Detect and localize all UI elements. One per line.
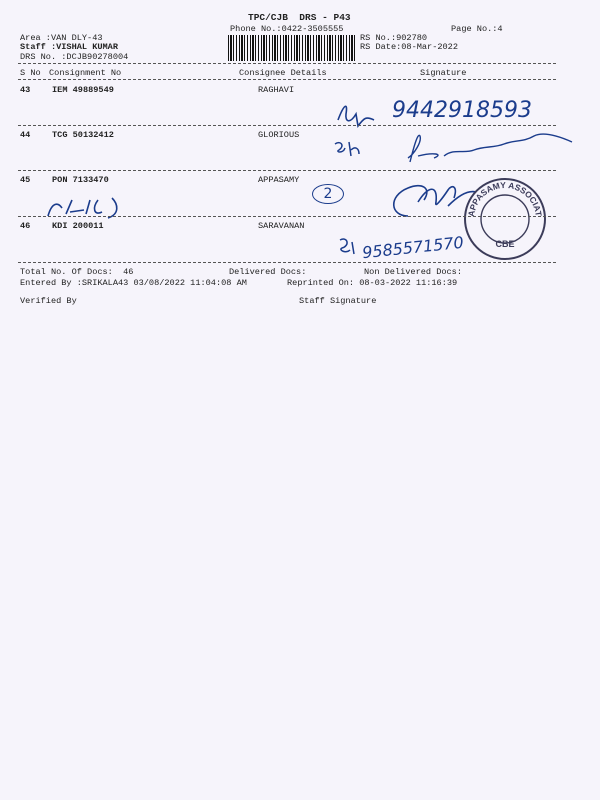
stamp-text: APPASAMY ASSOCIATES PVT. LTD. [458,168,544,218]
row-sno: 45 [20,175,31,185]
handwritten-phone: 9585571570 [361,232,465,263]
divider [18,216,556,217]
rs-date: RS Date:08-Mar-2022 [360,42,458,52]
staff-name: Staff :VISHAL KUMAR [20,42,118,52]
handwritten-signature [404,128,584,168]
staff-signature: Staff Signature [299,296,377,306]
verified-by: Verified By [20,296,77,306]
row-consignment: TCG 50132412 [52,130,114,140]
stamp-city: CBE [495,239,515,249]
divider [18,63,556,64]
company-stamp [458,168,548,262]
row-consignee: GLORIOUS [258,130,300,140]
page-number: Page No.:4 [451,24,503,34]
row-consignment: IEM 49889549 [52,85,114,95]
total-docs: Total No. Of Docs: 46 [20,267,134,277]
row-consignee: SARAVANAN [258,221,305,231]
divider [18,125,556,126]
row-sno: 46 [20,221,31,231]
rs-number: RS No.:902780 [360,33,428,43]
handwritten-phone: 9442918593 [392,98,532,123]
barcode [228,35,356,61]
non-delivered-docs: Non Delivered Docs: [364,267,462,277]
column-header-consignment: Consignment No [49,68,122,78]
handwritten-initials [336,236,360,258]
reprinted-on: Reprinted On: 08-03-2022 11:16:39 [287,278,458,288]
drs-number: DRS No. :DCJB90278004 [20,52,129,62]
svg-text:APPASAMY ASSOCIATES PVT. LTD. [459,168,544,218]
phone-number: Phone No.:0422-3505555 [230,24,344,34]
row-consignment: PON 7133470 [52,175,109,185]
divider [18,262,556,263]
row-sno: 43 [20,85,31,95]
divider [18,79,556,80]
document-title: TPC/CJB DRS - P43 [248,12,351,23]
column-header-consignee: Consignee Details [239,68,327,78]
row-consignee: RAGHAVI [258,85,295,95]
row-sno: 44 [20,130,31,140]
handwritten-initials [333,140,363,160]
area-label: Area :VAN DLY-43 [20,33,103,43]
column-header-signature: Signature [420,68,467,78]
delivered-docs: Delivered Docs: [229,267,307,277]
row-consignment: KDI 200011 [52,221,104,231]
entered-by: Entered By :SRIKALA43 03/08/2022 11:04:08 AM [20,278,247,288]
row-consignee: APPASAMY [258,175,300,185]
handwritten-circled-number: 2 [312,184,344,204]
divider [18,170,556,171]
column-header-sno: S No [20,68,41,78]
